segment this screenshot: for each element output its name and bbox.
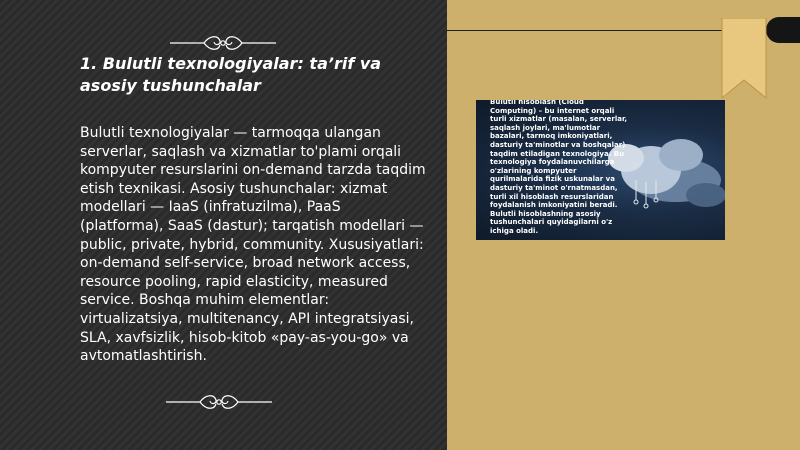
image-caption: Bulutli hisoblash (Cloud Computing) – bu internet orqali turli xizmatlar (masalan, serverlar, saqlash joylari, ma'lumotlar bazalari, tarmoq imkoniyatlari, dasturiy ta'minotlar va boshqalar) taqdim etiladigan texnologiya. Bu texnologiya foydalanuvchilarga o'zlarining kompyuter qurilmalarida fizik uskunalar va dasturiy ta'minot o'rnatmasdan, turli xil hisoblash resurslaridan foydalanish imkoniyatini beradi. Bulutli hisoblashning asosiy tushunchalari quyidagilarni o'z ichiga oladi.: [490, 100, 628, 235]
bookmark-ribbon-icon: [718, 18, 770, 102]
ornament-flourish-icon: [168, 32, 278, 54]
cloud-computing-image: [476, 100, 725, 240]
slide-body-text: Bulutli texnologiyalar — tarmoqqa ulangan serverlar, saqlash va xizmatlar to'plami orqali kompyuter resurslarini on-demand tarzda taqdim etish texnikasi. Asosiy tushunchalar: xizmat modellari — IaaS (infratuzilma), PaaS (platforma), SaaS (dastur); tarqatish modellari — public, private, hybrid, community. Xususiyatlari: on-demand self-service, broad network access, resource pooling, rapid elasticity, measured service. Boshqa muhim elementlar: virtualizatsiya, multitenancy, API integratsiyasi, SLA, xavfsizlik, hisob-kitob «pay-as-you-go» va avtomatlashtirish.: [80, 125, 426, 365]
corner-circle-accent: [766, 17, 800, 43]
ornament-flourish-icon: [164, 391, 274, 413]
slide-title: 1. Bulutli texnologiyalar: ta’rif va asosiy tushunchalar: [80, 54, 382, 95]
